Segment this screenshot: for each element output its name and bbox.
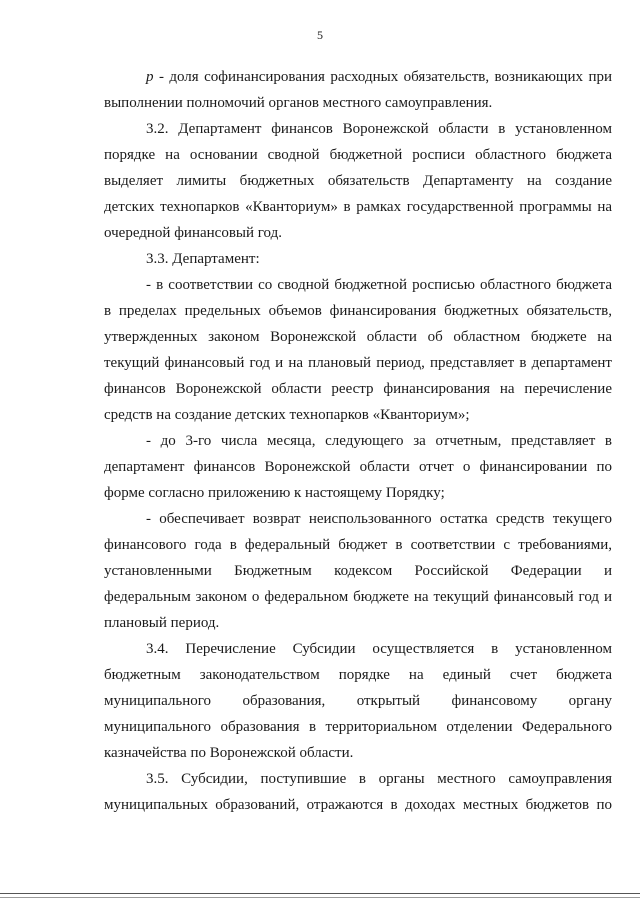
text-line: средств на создание детских технопарков «Кванториум»; [104,407,470,423]
text-line: муниципального образования в территориальном отделении Федерального [104,719,612,735]
document-body [104,64,612,818]
text-line: утвержденных законом Воронежской области об областном бюджете на [104,329,612,345]
text-line: федеральным законом о федеральном бюджете на текущий финансовый год и [104,589,612,605]
text-line: - в соответствии со сводной бюджетной росписью областного бюджета [146,277,612,293]
text-line: текущий финансовый год и на плановый период, представляет в департамент [104,355,612,371]
text-line: муниципальных образований, отражаются в доходах местных бюджетов по [104,797,612,813]
text-line: порядке на основании сводной бюджетной росписи областного бюджета [104,147,612,163]
text-line: 3.3. Департамент: [146,251,260,267]
text-line: р - доля софинансирования расходных обязательств, возникающих при [146,69,612,85]
text-line: финансов Воронежской области реестр финансирования на перечисление [104,381,612,397]
text-line: 3.4. Перечисление Субсидии осуществляется в установленном [146,641,612,657]
text-line: казначейства по Воронежской области. [104,745,354,761]
text-line: департамент финансов Воронежской области отчет о финансировании по [104,459,612,475]
text-line: форме согласно приложению к настоящему Порядку; [104,485,445,501]
scan-edge-line [0,893,640,894]
text-line: очередной финансовый год. [104,225,282,241]
text-line: - обеспечивает возврат неиспользованного остатка средств текущего [146,511,612,527]
text-line: 3.5. Субсидии, поступившие в органы местного самоуправления [146,771,612,787]
text-line: детских технопарков «Кванториум» в рамках государственной программы на [104,199,612,215]
page-number: 5 [317,28,323,42]
formula-variable: р [146,69,154,85]
text-line: муниципального образования, открытый финансовому органу [104,693,612,709]
text-line: выделяет лимиты бюджетных обязательств Департаменту на создание [104,173,612,189]
text-line: плановый период. [104,615,220,631]
text-line: финансового года в федеральный бюджет в соответствии с требованиями, [104,537,612,553]
text-line: - до 3-го числа месяца, следующего за отчетным, представляет в [146,433,612,449]
text-line: бюджетным законодательством порядке на единый счет бюджета [104,667,612,683]
text-line: выполнении полномочий органов местного самоуправления. [104,95,493,111]
text-line: установленными Бюджетным кодексом Российской Федерации и [104,563,612,579]
text-line: 3.2. Департамент финансов Воронежской области в установленном [146,121,612,137]
scan-edge-line [0,897,640,898]
text-line: в пределах предельных объемов финансирования бюджетных обязательств, [104,303,612,319]
